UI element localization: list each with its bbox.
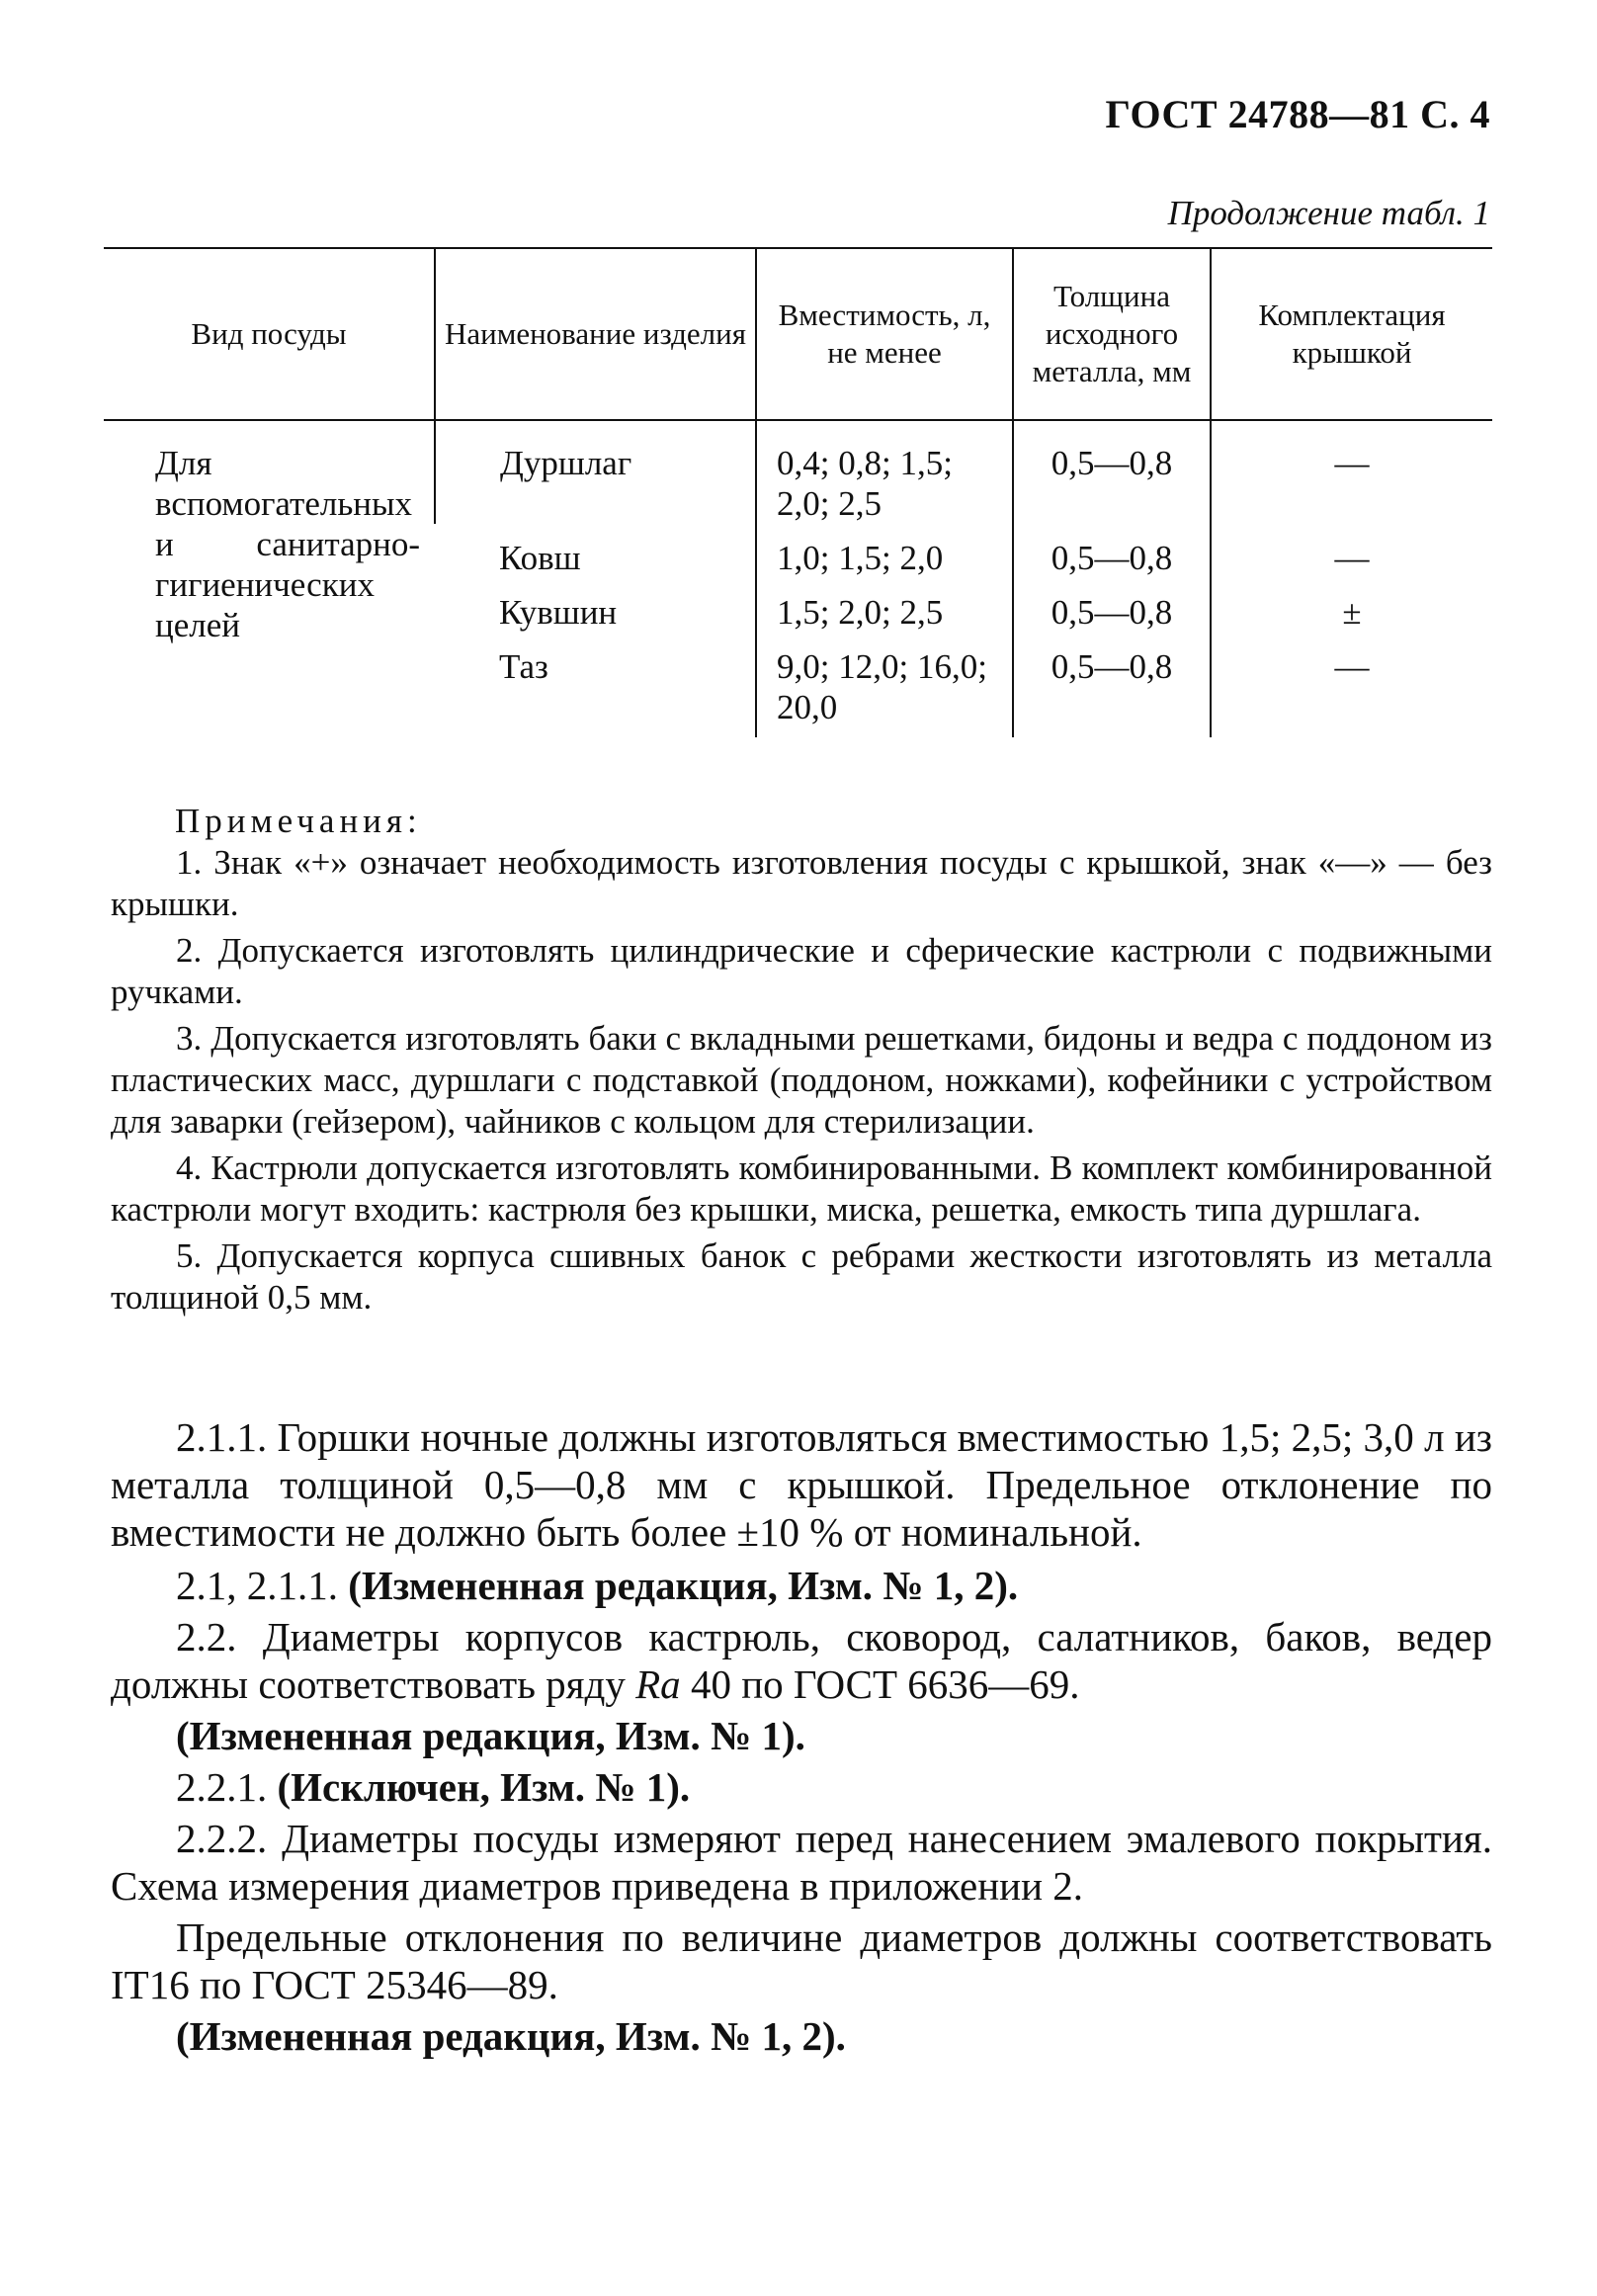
thickness-cell: 0,5—0,8	[1013, 578, 1211, 633]
note-item: 3. Допускается изготовлять баки с вкладными решетками, бидоны и ведра с поддоном из пластических масс, дуршлаги с подставкой (поддоном, ножками), кофейники с устройством для заварки (гейзером), чайников с кольцом для стерилизации.	[111, 1019, 1492, 1141]
capacity-cell: 1,5; 2,0; 2,5	[756, 578, 1013, 633]
paragraph-amendment-final	[111, 2012, 1492, 2060]
note-item: 5. Допускается корпуса сшивных банок с ребрами жесткости изготовлять из металла толщиной 0,5 мм.	[111, 1236, 1492, 1317]
item-name-cell: Кувшин	[499, 593, 618, 632]
category-cell: Для вспомогательных и санитарно-гигиенических целей	[155, 444, 420, 644]
item-name-cell: Ковш	[499, 539, 581, 577]
lid-cell: —	[1211, 633, 1492, 737]
paragraph-2-2-1	[111, 1763, 1492, 1811]
notes-title: Примечания:	[175, 802, 422, 840]
lid-cell: —	[1211, 420, 1492, 524]
column-header: Вместимость, л, не менее	[756, 248, 1013, 420]
item-name-cell: Таз	[499, 647, 548, 686]
lid-cell: —	[1211, 524, 1492, 578]
table-caption: Продолжение табл. 1	[1167, 194, 1490, 232]
table-row	[104, 420, 1492, 524]
capacity-cell: 9,0; 12,0; 16,0; 20,0	[756, 633, 1013, 737]
column-header: Толщина исходного металла, мм	[1013, 248, 1211, 420]
note-item: 4. Кастрюли допускается изготовлять комбинированными. В комплект комбинированной кастрюли могут входить: кастрюля без крышки, миска, решетка, емкость типа дуршлага.	[111, 1148, 1492, 1229]
excluded-note: (Исключен, Изм. № 1).	[277, 1764, 691, 1810]
amendment-note: (Измененная редакция, Изм. № 1, 2).	[176, 2013, 846, 2059]
capacity-cell: 0,4; 0,8; 1,5; 2,0; 2,5	[756, 420, 1013, 524]
item-name-cell: Дуршлаг	[435, 420, 756, 524]
note-item: 1. Знак «+» означает необходимость изготовления посуды с крышкой, знак «—» — без крышки.	[111, 843, 1492, 923]
body-text	[111, 1413, 1492, 2064]
table-header-row	[104, 248, 1492, 420]
amendment-note: (Измененная редакция, Изм. № 1).	[176, 1713, 805, 1758]
notes-section	[111, 801, 1492, 1323]
page-header: ГОСТ 24788—81 С. 4	[1105, 92, 1490, 136]
note-item: 2. Допускается изготовлять цилиндрические и сферические кастрюли с подвижными ручками.	[111, 931, 1492, 1011]
paragraph-amendment-2-1	[111, 1562, 1492, 1609]
thickness-cell: 0,5—0,8	[1013, 633, 1211, 737]
column-header: Комплектация крышкой	[1211, 248, 1492, 420]
paragraph-2-2	[111, 1613, 1492, 1708]
text-run: 40 по ГОСТ 6636—69.	[680, 1661, 1080, 1707]
product-table	[104, 247, 1492, 737]
column-header: Вид посуды	[104, 248, 435, 420]
thickness-cell: 0,5—0,8	[1013, 420, 1211, 524]
clause-ref: 2.2.1.	[176, 1764, 278, 1810]
series-symbol: Ra	[635, 1661, 681, 1707]
paragraph-2-1-1: 2.1.1. Горшки ночные должны изготовляться вместимостью 1,5; 2,5; 3,0 л из металла толщиной 0,5—0,8 мм с крышкой. Предельное отклонение по вместимости не должно быть более ±10 % от номинальной.	[111, 1414, 1492, 1555]
thickness-cell: 0,5—0,8	[1013, 524, 1211, 578]
column-header: Наименование изделия	[435, 248, 756, 420]
lid-cell: ±	[1211, 578, 1492, 633]
capacity-cell: 1,0; 1,5; 2,0	[756, 524, 1013, 578]
text-run: 2.2. Диаметры корпусов кастрюль, сковород, салатников, баков, ведер должны соответствовать ряду	[111, 1614, 1492, 1707]
paragraph-amendment-2-2	[111, 1712, 1492, 1759]
paragraph-tolerances: Предельные отклонения по величине диаметров должны соответствовать IT16 по ГОСТ 25346—89.	[111, 1914, 1492, 2007]
clause-ref: 2.1, 2.1.1.	[176, 1563, 349, 1608]
amendment-note: (Измененная редакция, Изм. № 1, 2).	[348, 1563, 1019, 1608]
paragraph-2-2-2: 2.2.2. Диаметры посуды измеряют перед нанесением эмалевого покрытия. Схема измерения диаметров приведена в приложении 2.	[111, 1816, 1492, 1909]
